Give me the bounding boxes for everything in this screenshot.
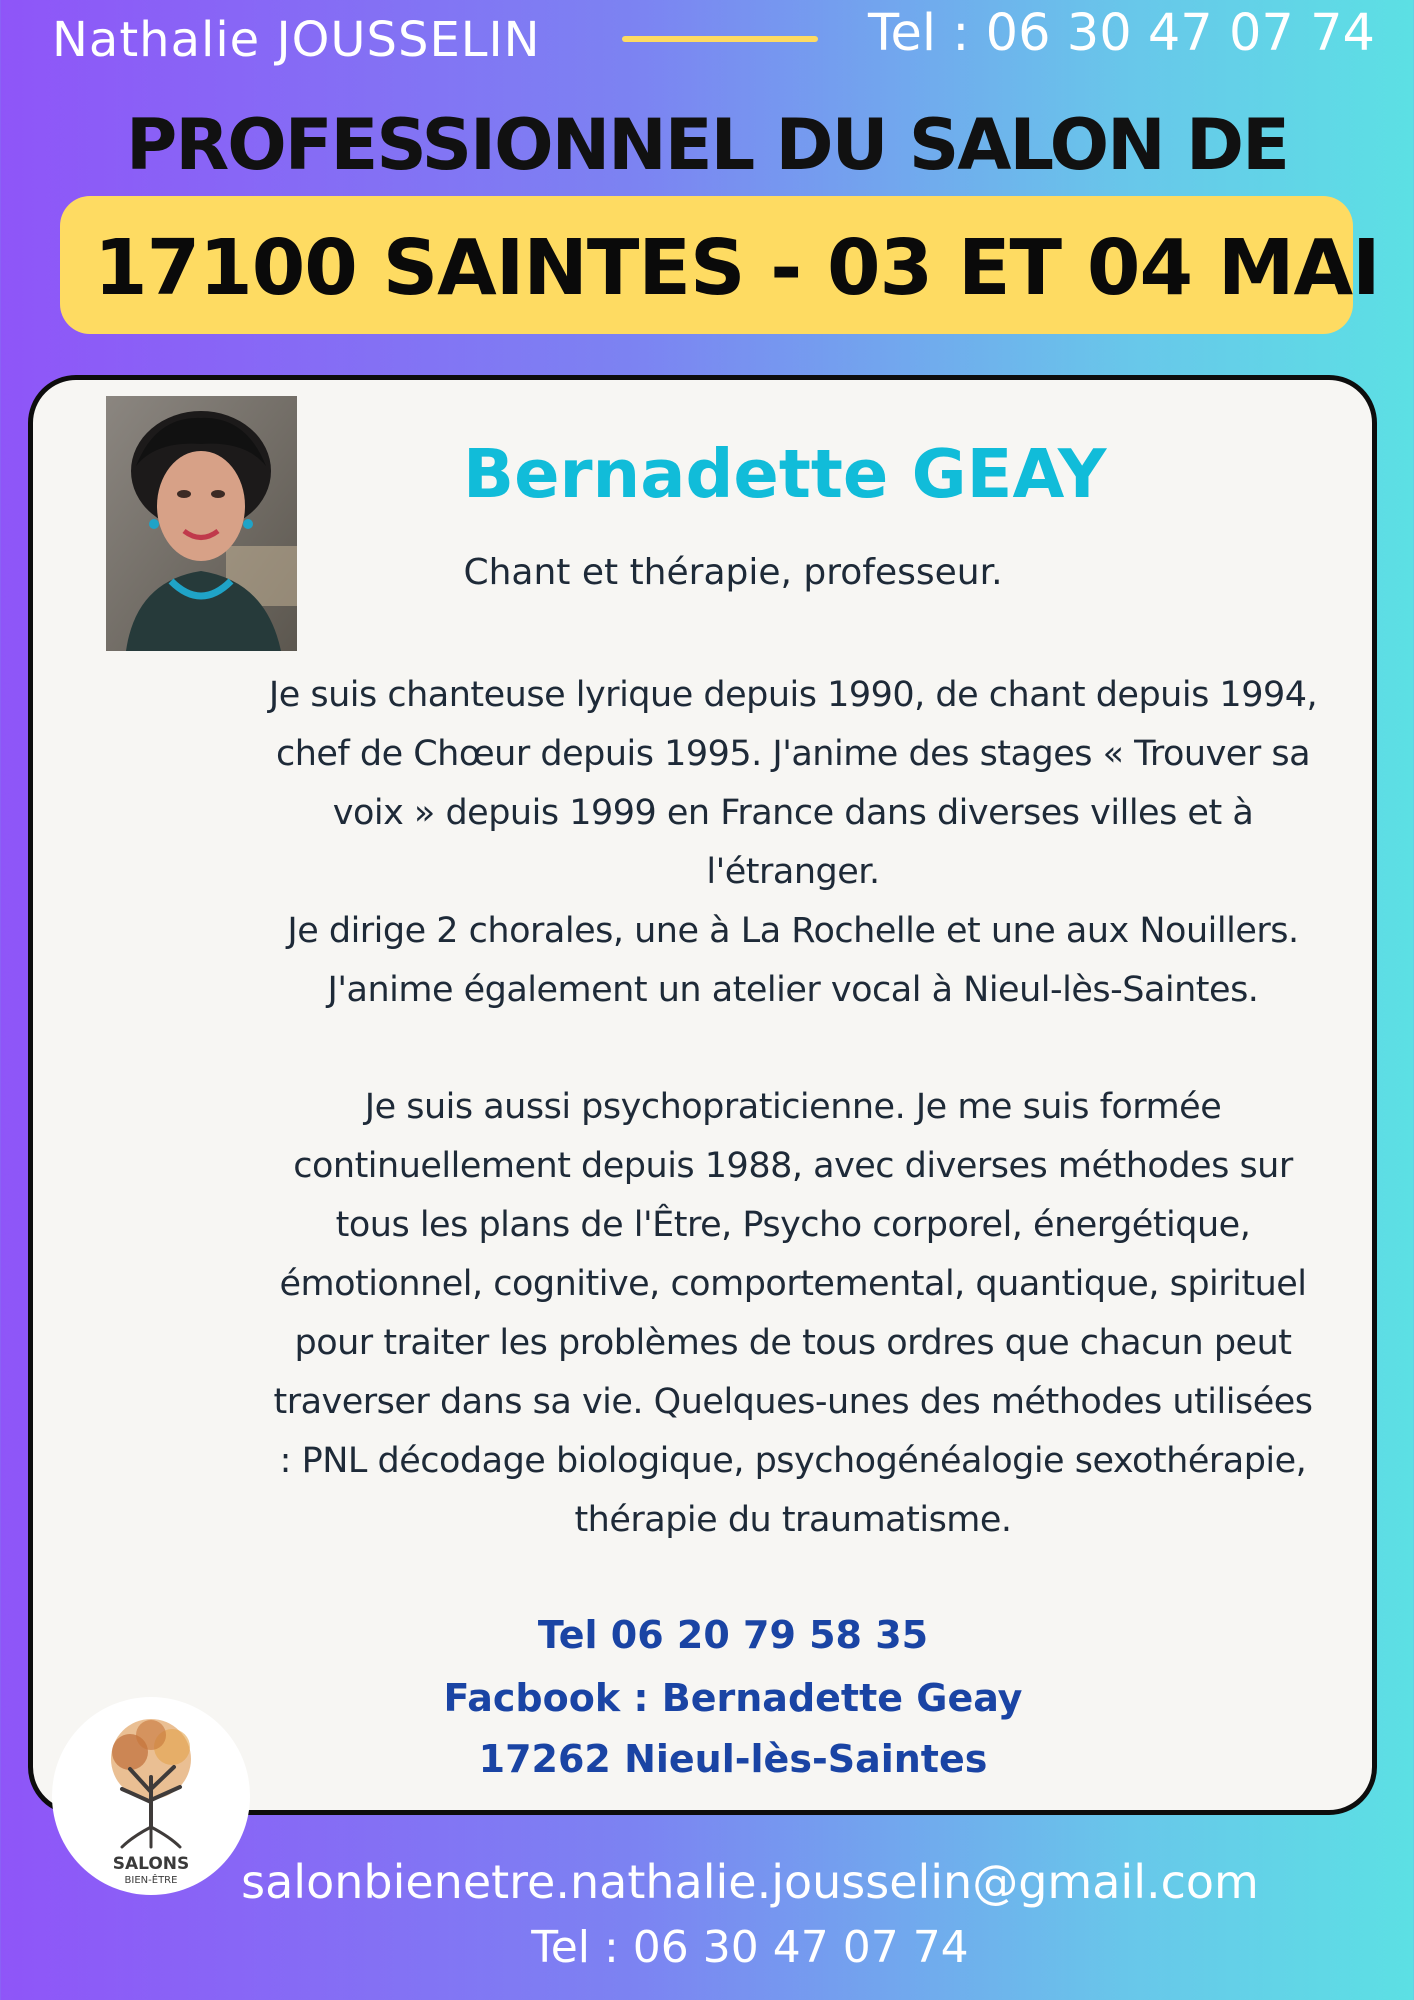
portrait-photo [106, 396, 297, 651]
event-location-dates: 17100 SAINTES - 03 ET 04 MAI [94, 224, 1380, 313]
header-divider [622, 36, 818, 42]
footer-phone: Tel : 06 30 47 07 74 [531, 1922, 969, 1973]
bio-line: voix » depuis 1999 en France dans diverses villes et à [332, 793, 1254, 833]
logo-text-main: SALONS [112, 1854, 190, 1874]
bio-line: traverser dans sa vie. Quelques-unes des méthodes utilisées [273, 1382, 1313, 1422]
bio-line: l'étranger. [706, 852, 880, 892]
bio-line: Je suis chanteuse lyrique depuis 1990, de chant depuis 1994, [268, 675, 1318, 715]
bio-line: J'anime également un atelier vocal à Nieul-lès-Saintes. [327, 970, 1259, 1010]
bio-paragraph-singing [193, 666, 1393, 1020]
bio-line: Je dirige 2 chorales, une à La Rochelle et une aux Nouillers. [287, 911, 1299, 951]
bio-line: : PNL décodage biologique, psychogénéalogie sexothérapie, [279, 1441, 1307, 1481]
exhibitor-address: 17262 Nieul-lès-Saintes [478, 1737, 988, 1781]
headline: PROFESSIONNEL DU SALON DE [126, 104, 1288, 186]
bio-line: thérapie du traumatisme. [574, 1500, 1012, 1540]
bio-line: continuellement depuis 1988, avec diverses méthodes sur [293, 1146, 1293, 1186]
exhibitor-name: Bernadette GEAY [463, 435, 1107, 513]
organizer-phone: Tel : 06 30 47 07 74 [868, 4, 1375, 63]
bio-line: tous les plans de l'Être, Psycho corporel, énergétique, [335, 1205, 1251, 1245]
exhibitor-facebook: Facbook : Bernadette Geay [443, 1676, 1023, 1720]
footer-email[interactable]: salonbienetre.nathalie.jousselin@gmail.com [241, 1855, 1259, 1909]
logo-text-sub: BIEN-ÊTRE [124, 1875, 178, 1886]
organizer-name: Nathalie JOUSSELIN [52, 12, 541, 68]
exhibitor-title: Chant et thérapie, professeur. [463, 552, 1003, 593]
bio-line: chef de Chœur depuis 1995. J'anime des stages « Trouver sa [275, 734, 1311, 774]
bio-line: émotionnel, cognitive, comportemental, quantique, spirituel [279, 1264, 1307, 1304]
portrait-illustration [106, 396, 297, 651]
bio-paragraph-therapy [193, 1078, 1393, 1550]
bio-line: pour traiter les problèmes de tous ordres que chacun peut [294, 1323, 1292, 1363]
event-banner [60, 196, 1380, 334]
exhibitor-phone: Tel 06 20 79 58 35 [537, 1613, 929, 1657]
profile-card [28, 375, 1377, 1815]
bio-line: Je suis aussi psychopraticienne. Je me suis formée [364, 1087, 1222, 1127]
